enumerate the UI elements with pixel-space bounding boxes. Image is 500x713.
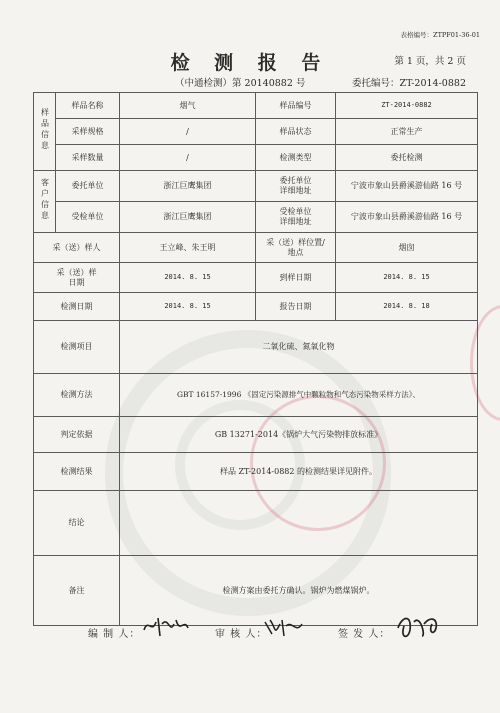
- table-row: [34, 491, 478, 556]
- table-row: [34, 202, 478, 233]
- label-conclusion: 结论: [34, 491, 120, 556]
- value-test-date: 2014. 8. 15: [120, 293, 256, 321]
- table-row: [34, 145, 478, 171]
- page-indicator: 第 1 页，共 2 页: [394, 56, 466, 67]
- label-status: 样品状态: [256, 119, 336, 145]
- issuer-label: 签 发 人：: [338, 629, 391, 640]
- section-client-info: 客户信息: [34, 171, 56, 233]
- value-judgment-basis: GB 13271-2014《锅炉大气污染物排放标准》: [120, 417, 478, 453]
- value-status: 正常生产: [336, 119, 478, 145]
- label-test-items: 检测项目: [34, 321, 120, 374]
- table-row: [34, 293, 478, 321]
- value-location: 烟囱: [336, 233, 478, 263]
- form-number: 表格编号：ZTPF01-36-01: [400, 31, 480, 39]
- value-test-type: 委托检测: [336, 145, 478, 171]
- table-row: [34, 233, 478, 263]
- label-sample-name: 样品名称: [56, 93, 120, 119]
- compiler-signature-line: [88, 625, 140, 640]
- label-client-address: 委托单位详细地址: [256, 171, 336, 202]
- value-client: 浙江巨鹰集团: [120, 171, 256, 202]
- label-remark: 备注: [34, 556, 120, 626]
- report-number: （中通检测）第 20140882 号: [175, 78, 306, 89]
- value-test-method: GBT 16157-1996 《固定污染源排气中颗粒物和气态污染物采样方法》、: [120, 374, 478, 417]
- table-row: [34, 417, 478, 453]
- compiler-handwritten-signature: [140, 612, 190, 640]
- table-row: [34, 263, 478, 293]
- label-sample-date: 采（送）样日期: [34, 263, 120, 293]
- table-row: [34, 453, 478, 491]
- value-tested-address: 宁波市象山县爵溪游仙路 16 号: [336, 202, 478, 233]
- reviewer-label: 审 核 人：: [215, 629, 268, 640]
- value-conclusion: [120, 491, 478, 556]
- value-spec: /: [120, 119, 256, 145]
- issuer-signature-line: [338, 625, 390, 640]
- value-qty: /: [120, 145, 256, 171]
- label-test-type: 检测类型: [256, 145, 336, 171]
- commission-number: 委托编号：ZT-2014-0882: [352, 78, 466, 89]
- value-sample-no: ZT-2014-0882: [336, 93, 478, 119]
- label-client: 委托单位: [56, 171, 120, 202]
- label-judgment-basis: 判定依据: [34, 417, 120, 453]
- value-test-result: 样品 ZT-2014-0882 的检测结果详见附件。: [120, 453, 478, 491]
- table-row: [34, 93, 478, 119]
- table-row: [34, 119, 478, 145]
- label-location: 采（送）样位置/地点: [256, 233, 336, 263]
- label-arrival-date: 到样日期: [256, 263, 336, 293]
- value-sample-name: 烟气: [120, 93, 256, 119]
- report-title: 检 测 报 告: [170, 52, 330, 74]
- label-qty: 采样数量: [56, 145, 120, 171]
- label-tested-address: 受检单位详细地址: [256, 202, 336, 233]
- value-test-items: 二氧化硫、氮氧化物: [120, 321, 478, 374]
- value-sampler: 王立峰、朱王明: [120, 233, 256, 263]
- value-tested-unit: 浙江巨鹰集团: [120, 202, 256, 233]
- label-spec: 采样规格: [56, 119, 120, 145]
- label-tested-unit: 受检单位: [56, 202, 120, 233]
- table-row: [34, 171, 478, 202]
- label-test-result: 检测结果: [34, 453, 120, 491]
- reviewer-handwritten-signature: [262, 616, 304, 638]
- label-test-method: 检测方法: [34, 374, 120, 417]
- label-sampler: 采（送）样人: [34, 233, 120, 263]
- compiler-label: 编 制 人：: [88, 629, 141, 640]
- table-row: [34, 374, 478, 417]
- value-report-date: 2014. 8. 18: [336, 293, 478, 321]
- value-arrival-date: 2014. 8. 15: [336, 263, 478, 293]
- value-sample-date: 2014. 8. 15: [120, 263, 256, 293]
- section-sample-info: 样品信息: [34, 93, 56, 171]
- label-sample-no: 样品编号: [256, 93, 336, 119]
- label-test-date: 检测日期: [34, 293, 120, 321]
- reviewer-signature-line: [215, 625, 267, 640]
- issuer-handwritten-signature: [392, 606, 442, 646]
- report-table: [33, 92, 478, 626]
- value-remark: 检测方案由委托方确认。锅炉为燃煤锅炉。: [120, 556, 478, 626]
- table-row: [34, 321, 478, 374]
- value-client-address: 宁波市象山县爵溪游仙路 16 号: [336, 171, 478, 202]
- label-report-date: 报告日期: [256, 293, 336, 321]
